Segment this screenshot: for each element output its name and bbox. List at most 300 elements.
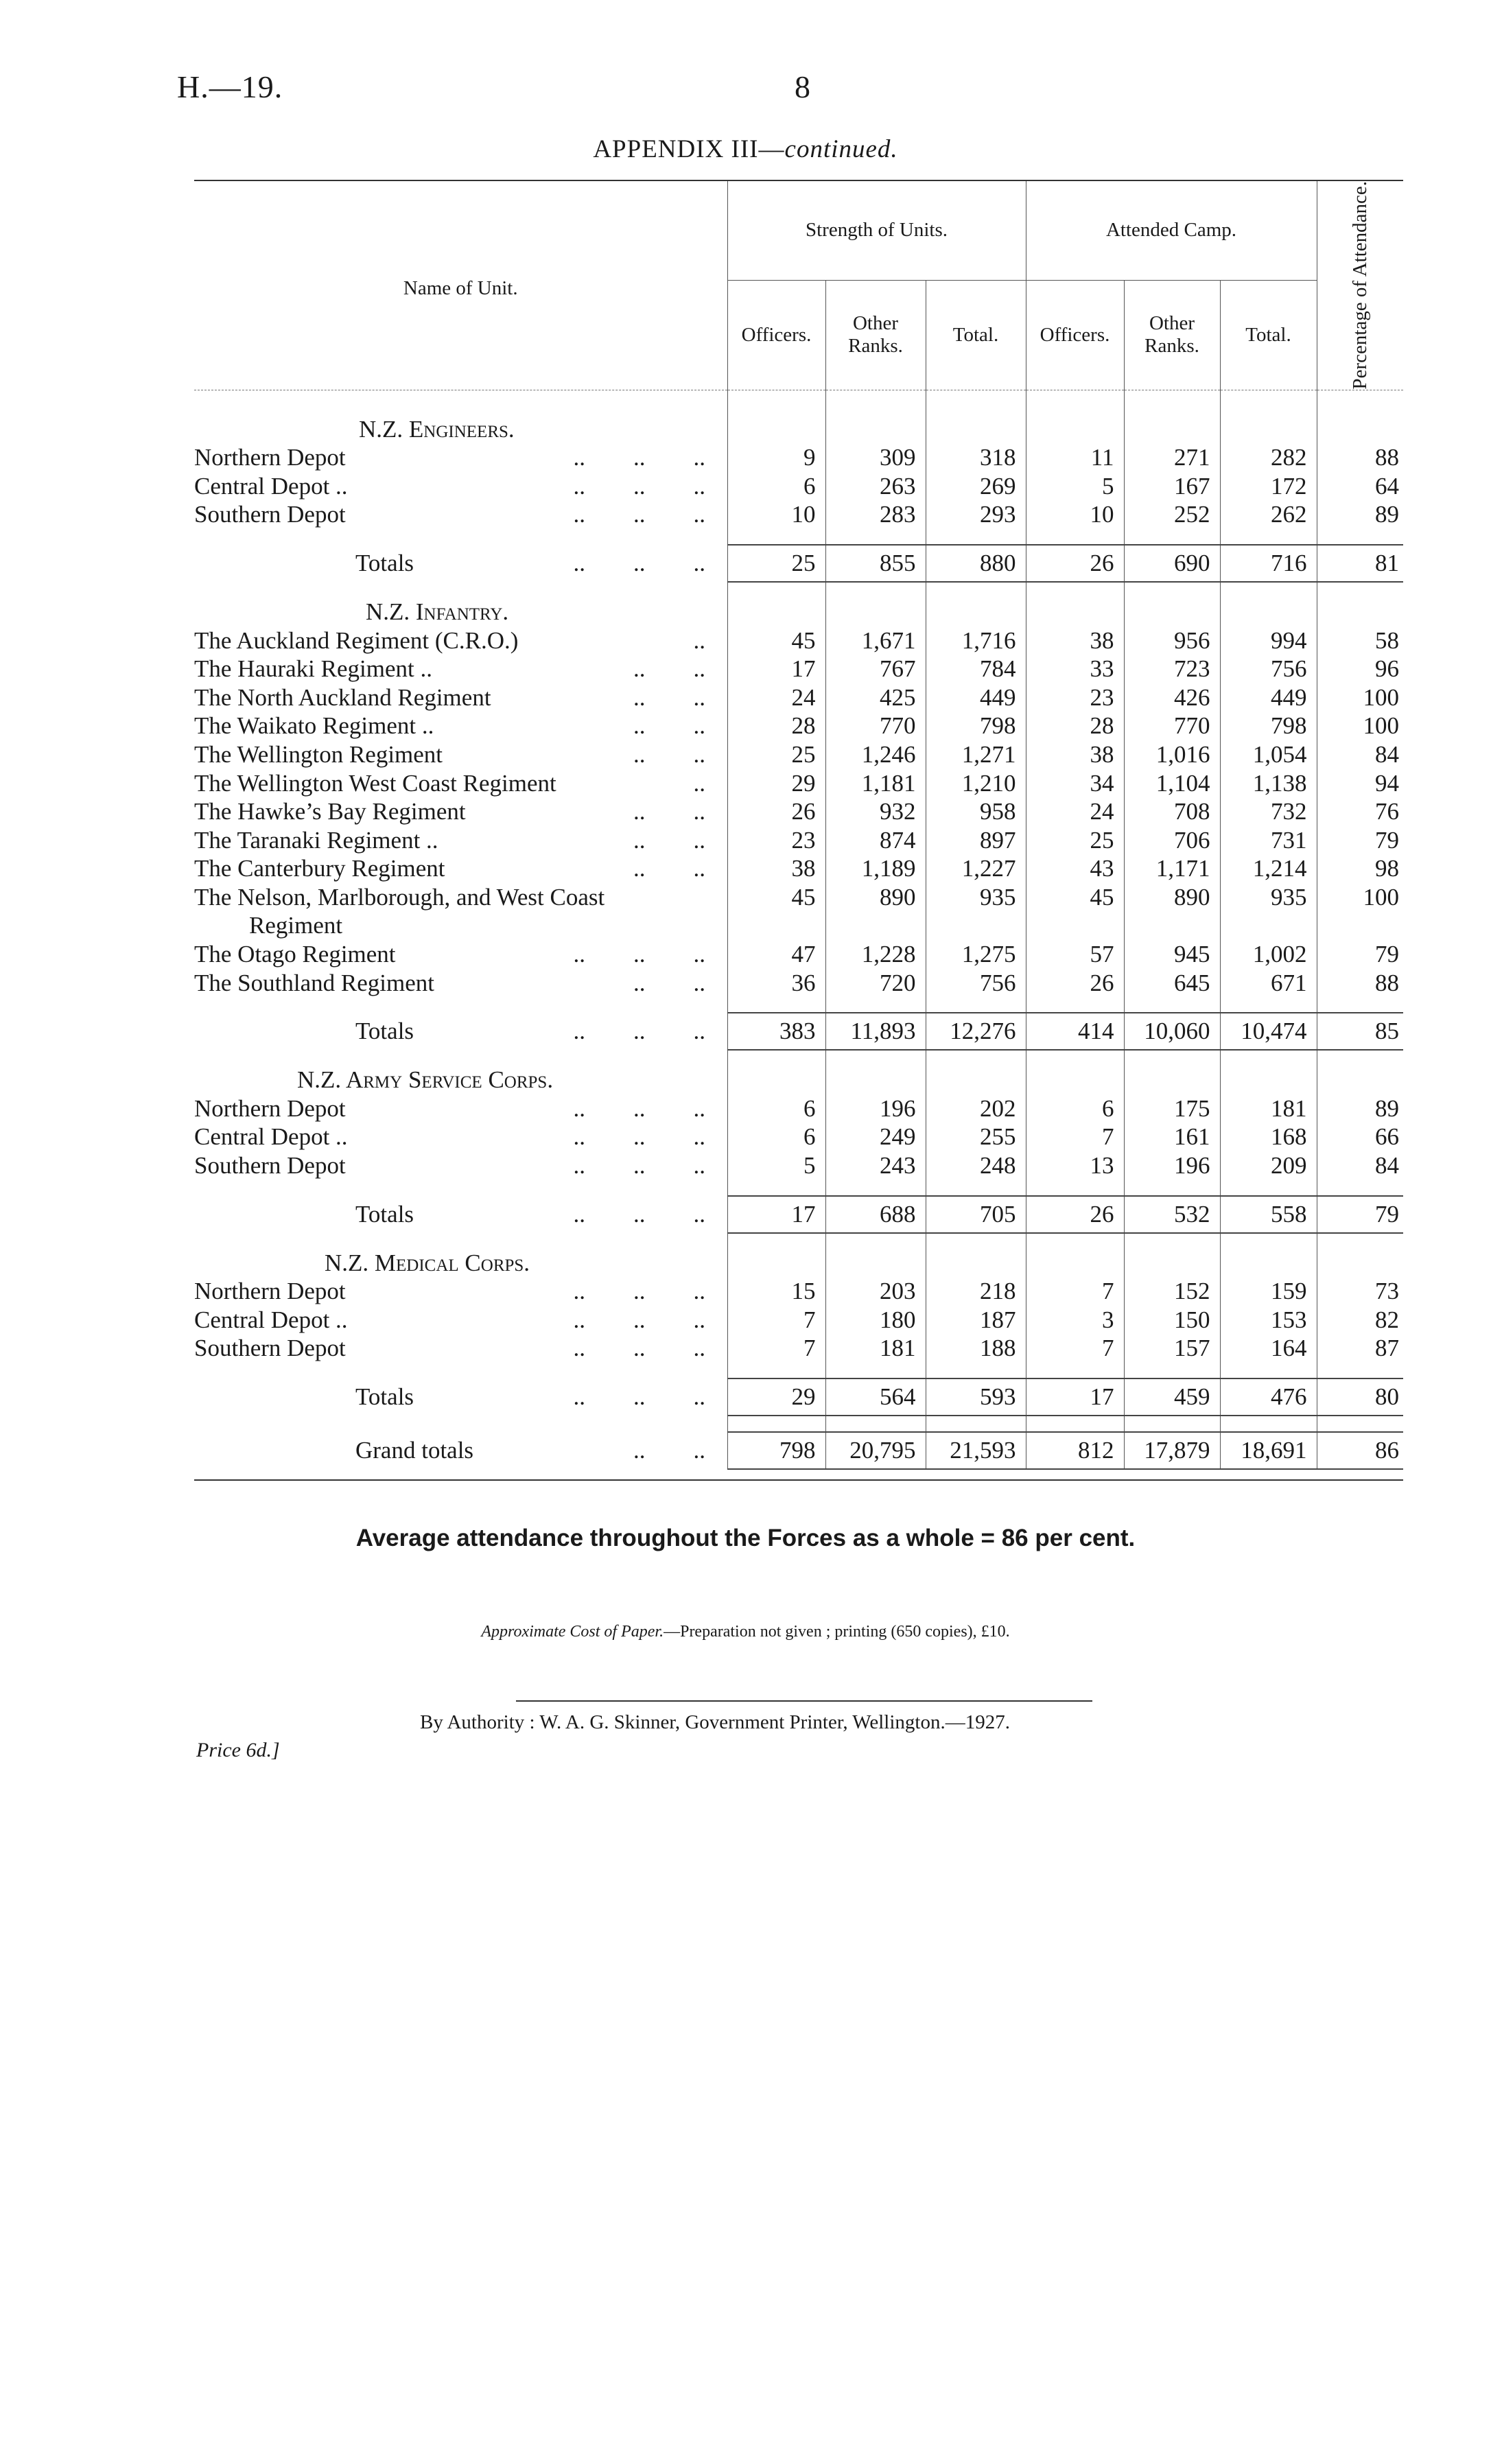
unit-name: The North Auckland Regiment [194,683,491,711]
cell-strength-other-ranks: 11,893 [825,1013,926,1050]
cell-strength-officers: 7 [727,1306,825,1335]
cell-strength-total: 935 [926,883,1026,912]
table-row [194,443,1403,472]
cell-strength-total: 1,275 [926,940,1026,969]
table-row [194,797,1403,826]
table-row [194,911,1403,940]
cell-strength-other-ranks: 180 [825,1306,926,1335]
cell-camp-total: 10,474 [1220,1013,1317,1050]
cell-strength-total: 756 [926,969,1026,998]
unit-name: Central Depot .. [194,472,348,500]
cell-strength-total: 187 [926,1306,1026,1335]
document-reference: H.—19. [177,69,283,104]
cell-strength-officers: 9 [727,443,825,472]
spacer-row [194,582,1403,598]
cost-text: —Preparation not given ; printing (650 copies), £10. [664,1623,1010,1641]
cell-camp-officers: 25 [1026,826,1124,855]
col-header-name: Name of Unit. [194,180,727,390]
cell-percentage: 100 [1317,883,1403,912]
table-row [194,1306,1403,1335]
cell-strength-total: 1,227 [926,854,1026,883]
cell-strength-officers [727,911,825,940]
cell-camp-officers: 33 [1026,655,1124,683]
cell-camp-other-ranks: 770 [1124,712,1220,740]
cell-camp-total: 18,691 [1220,1432,1317,1469]
cell-camp-other-ranks: 645 [1124,969,1220,998]
col-header-camp-officers: Officers. [1026,280,1124,390]
average-attendance-note: Average attendance throughout the Forces as a whole = 86 per cent. [355,1525,1136,1551]
cell-strength-total: 12,276 [926,1013,1026,1050]
unit-name: The Southland Regiment [194,969,434,996]
unit-name: The Wellington Regiment [194,740,443,768]
cell-percentage: 82 [1317,1306,1403,1335]
cell-camp-total: 476 [1220,1378,1317,1416]
cell-percentage: 98 [1317,854,1403,883]
cell-camp-other-ranks: 1,016 [1124,740,1220,769]
leader-dots: .. .. .. [573,501,705,528]
cell-camp-other-ranks: 708 [1124,797,1220,826]
cell-strength-officers: 45 [727,626,825,655]
cell-percentage: 100 [1317,683,1403,712]
leader-dots: .. .. .. [573,549,705,576]
table-row [194,712,1403,740]
col-header-strength-other-ranks: Other Ranks. [825,280,926,390]
cell-camp-officers: 26 [1026,545,1124,582]
cell-strength-officers: 36 [727,969,825,998]
cell-strength-officers: 6 [727,472,825,501]
page-number: 8 [795,69,810,104]
appendix-title [0,134,1491,164]
spacer-row [194,1180,1403,1196]
cost-of-paper-note [0,1623,1491,1641]
cell-percentage: 79 [1317,940,1403,969]
cell-camp-total: 756 [1220,655,1317,683]
leader-dots: .. [693,626,705,654]
cell-camp-other-ranks: 152 [1124,1277,1220,1306]
unit-name: The Hawke’s Bay Regiment [194,798,466,825]
cell-percentage: 86 [1317,1432,1403,1469]
cell-camp-other-ranks: 161 [1124,1123,1220,1151]
cell-camp-officers: 812 [1026,1432,1124,1469]
table-row [194,826,1403,855]
leader-dots: .. .. [633,1437,705,1464]
col-group-attended-camp: Attended Camp. [1026,180,1317,280]
cell-camp-total: 994 [1220,626,1317,655]
cell-percentage: 66 [1317,1123,1403,1151]
cell-strength-other-ranks: 1,671 [825,626,926,655]
cell-strength-total: 880 [926,545,1026,582]
cell-percentage: 79 [1317,1196,1403,1233]
cell-camp-total: 282 [1220,443,1317,472]
col-header-percentage [1317,180,1403,390]
cell-percentage: 88 [1317,969,1403,998]
percentage-header-text: Percentage of Attendance. [1349,181,1372,390]
cell-camp-total: 1,002 [1220,940,1317,969]
cell-strength-total: 255 [926,1123,1026,1151]
leader-dots: .. .. .. [573,1123,705,1151]
unit-name: Totals [355,1383,414,1410]
unit-name: Grand totals [355,1437,474,1464]
cell-camp-total: 798 [1220,712,1317,740]
grand-totals-row [194,1432,1403,1469]
cell-strength-total: 784 [926,655,1026,683]
cell-strength-other-ranks: 1,228 [825,940,926,969]
cell-percentage: 84 [1317,740,1403,769]
spacer-row [194,1363,1403,1378]
cell-percentage: 64 [1317,472,1403,501]
cell-strength-officers: 7 [727,1334,825,1363]
cell-camp-total: 262 [1220,500,1317,529]
cell-camp-officers: 7 [1026,1334,1124,1363]
cell-strength-officers: 6 [727,1094,825,1123]
cell-strength-officers: 47 [727,940,825,969]
totals-row [194,1196,1403,1233]
cell-strength-other-ranks: 890 [825,883,926,912]
spacer-row [194,400,1403,415]
cell-camp-total: 172 [1220,472,1317,501]
cell-camp-officers: 57 [1026,940,1124,969]
cell-strength-total: 188 [926,1334,1026,1363]
col-header-camp-total: Total. [1220,280,1317,390]
leader-dots: .. .. [633,826,705,854]
cell-camp-other-ranks: 532 [1124,1196,1220,1233]
unit-name: Northern Depot [194,444,346,471]
cell-strength-total [926,911,1026,940]
leader-dots: .. .. .. [573,1094,705,1122]
cell-camp-officers: 5 [1026,472,1124,501]
cell-strength-other-ranks: 688 [825,1196,926,1233]
table-row [194,1334,1403,1363]
unit-name: The Auckland Regiment (C.R.O.) [194,626,519,654]
leader-dots: .. .. .. [573,941,705,968]
table-body [194,400,1403,1469]
cell-camp-officers: 17 [1026,1378,1124,1416]
cell-percentage: 81 [1317,545,1403,582]
cell-camp-total: 671 [1220,969,1317,998]
cell-camp-total: 153 [1220,1306,1317,1335]
leader-dots: .. .. [633,969,705,996]
leader-dots: .. .. .. [573,1306,705,1333]
table-bottom-rule [194,1479,1403,1481]
cell-camp-officers: 13 [1026,1151,1124,1180]
cell-camp-total: 732 [1220,797,1317,826]
col-header-strength-total: Total. [926,280,1026,390]
cell-camp-other-ranks: 945 [1124,940,1220,969]
cell-camp-other-ranks: 426 [1124,683,1220,712]
cell-strength-other-ranks: 309 [825,443,926,472]
cell-strength-total: 1,210 [926,769,1026,798]
unit-name: Totals [355,1200,414,1228]
cell-strength-officers: 25 [727,740,825,769]
cell-camp-other-ranks: 690 [1124,545,1220,582]
cell-strength-other-ranks: 1,181 [825,769,926,798]
cell-camp-officers: 26 [1026,1196,1124,1233]
cell-strength-total: 449 [926,683,1026,712]
cell-strength-officers: 798 [727,1432,825,1469]
cell-strength-other-ranks: 767 [825,655,926,683]
cell-camp-officers: 45 [1026,883,1124,912]
cell-percentage: 88 [1317,443,1403,472]
cell-strength-total: 318 [926,443,1026,472]
unit-name: Central Depot .. [194,1123,348,1151]
cell-camp-other-ranks: 157 [1124,1334,1220,1363]
unit-name: Southern Depot [194,1152,346,1180]
cell-camp-officers: 10 [1026,500,1124,529]
appendix-title-main: APPENDIX III— [593,135,785,163]
cell-strength-officers: 25 [727,545,825,582]
cell-strength-other-ranks: 196 [825,1094,926,1123]
leader-dots: .. .. .. [573,1383,705,1410]
unit-name: Southern Depot [194,501,346,528]
cell-strength-officers: 6 [727,1123,825,1151]
cell-percentage: 58 [1317,626,1403,655]
price-note: Price 6d.] [196,1739,280,1761]
section-title: N.Z. Infantry. [366,598,509,625]
unit-name: Northern Depot [194,1278,346,1305]
cell-camp-officers: 6 [1026,1094,1124,1123]
cell-camp-officers: 38 [1026,626,1124,655]
leader-dots: .. .. .. [573,1335,705,1362]
spacer-row [194,1233,1403,1249]
cell-strength-other-ranks: 283 [825,500,926,529]
cell-strength-total: 269 [926,472,1026,501]
spacer-row [194,997,1403,1013]
unit-name: Totals [355,1018,414,1045]
totals-row [194,545,1403,582]
section-title-row [194,415,1403,444]
attendance-table [194,180,1403,1470]
cell-camp-total: 716 [1220,545,1317,582]
cell-strength-other-ranks: 181 [825,1334,926,1363]
appendix-title-continued: continued. [784,135,898,163]
leader-dots: .. .. .. [573,1018,705,1045]
leader-dots: .. .. .. [573,444,705,471]
cell-strength-officers: 23 [727,826,825,855]
spacer-row [194,1050,1403,1066]
unit-name: Northern Depot [194,1094,346,1122]
cell-strength-total: 1,716 [926,626,1026,655]
spacer-row [194,1416,1403,1432]
totals-row [194,1378,1403,1416]
cell-strength-officers: 5 [727,1151,825,1180]
cell-strength-other-ranks: 20,795 [825,1432,926,1469]
section-title-row [194,1249,1403,1278]
cell-camp-total [1220,911,1317,940]
cell-camp-officers: 23 [1026,683,1124,712]
attendance-table-wrap [194,180,1403,1470]
cell-percentage: 76 [1317,797,1403,826]
section-title-row [194,1066,1403,1094]
cell-strength-other-ranks [825,911,926,940]
cell-percentage: 96 [1317,655,1403,683]
cell-percentage: 84 [1317,1151,1403,1180]
cell-camp-officers: 7 [1026,1277,1124,1306]
cell-camp-total: 168 [1220,1123,1317,1151]
cell-camp-other-ranks [1124,911,1220,940]
cell-strength-other-ranks: 874 [825,826,926,855]
cell-strength-total: 593 [926,1378,1026,1416]
cell-camp-officers: 38 [1026,740,1124,769]
unit-name: Totals [355,549,414,576]
cell-camp-other-ranks: 150 [1124,1306,1220,1335]
cell-camp-officers: 26 [1026,969,1124,998]
table-row [194,683,1403,712]
cell-camp-officers: 11 [1026,443,1124,472]
cell-strength-total: 202 [926,1094,1026,1123]
table-row [194,472,1403,501]
cell-strength-officers: 26 [727,797,825,826]
cell-percentage [1317,911,1403,940]
cell-camp-total: 181 [1220,1094,1317,1123]
authority-rule [516,1700,1092,1702]
unit-name: Central Depot .. [194,1306,348,1333]
table-row [194,740,1403,769]
cell-strength-total: 1,271 [926,740,1026,769]
col-group-strength: Strength of Units. [727,180,1026,280]
table-row [194,854,1403,883]
cell-strength-officers: 38 [727,854,825,883]
cell-camp-total: 558 [1220,1196,1317,1233]
leader-dots: .. .. [633,855,705,882]
cell-strength-other-ranks: 203 [825,1277,926,1306]
cell-camp-other-ranks: 956 [1124,626,1220,655]
cell-percentage: 85 [1317,1013,1403,1050]
cell-percentage: 87 [1317,1334,1403,1363]
cell-camp-other-ranks: 17,879 [1124,1432,1220,1469]
totals-row [194,1013,1403,1050]
cell-camp-other-ranks: 706 [1124,826,1220,855]
leader-dots: .. .. [633,798,705,825]
unit-name: The Canterbury Regiment [194,855,445,882]
cell-strength-other-ranks: 932 [825,797,926,826]
cell-strength-total: 958 [926,797,1026,826]
cell-strength-total: 248 [926,1151,1026,1180]
cell-camp-total: 1,214 [1220,854,1317,883]
cell-camp-officers: 414 [1026,1013,1124,1050]
cell-percentage: 100 [1317,712,1403,740]
cell-percentage: 89 [1317,1094,1403,1123]
cell-strength-other-ranks: 263 [825,472,926,501]
cell-strength-officers: 17 [727,1196,825,1233]
unit-name: Regiment [249,912,343,939]
unit-name: The Taranaki Regiment .. [194,826,438,854]
section-title-row [194,598,1403,626]
cell-percentage: 73 [1317,1277,1403,1306]
cell-strength-other-ranks: 855 [825,545,926,582]
unit-name: The Wellington West Coast Regiment [194,769,556,797]
leader-dots: .. .. .. [573,472,705,500]
table-row [194,1151,1403,1180]
cell-camp-other-ranks: 167 [1124,472,1220,501]
cell-camp-other-ranks: 1,104 [1124,769,1220,798]
cell-percentage: 80 [1317,1378,1403,1416]
table-row [194,1123,1403,1151]
leader-dots: .. .. .. [573,1278,705,1305]
cell-strength-other-ranks: 249 [825,1123,926,1151]
section-title: N.Z. Medical Corps. [325,1249,530,1276]
cell-strength-other-ranks: 243 [825,1151,926,1180]
cell-strength-officers: 29 [727,1378,825,1416]
cell-strength-officers: 17 [727,655,825,683]
cell-camp-total: 1,054 [1220,740,1317,769]
cell-camp-officers: 24 [1026,797,1124,826]
cell-camp-other-ranks: 890 [1124,883,1220,912]
cell-camp-officers: 3 [1026,1306,1124,1335]
leader-dots: .. [693,769,705,797]
leader-dots: .. .. [633,655,705,683]
unit-name: The Otago Regiment [194,941,396,968]
cell-camp-other-ranks: 271 [1124,443,1220,472]
cell-camp-other-ranks: 459 [1124,1378,1220,1416]
cell-camp-other-ranks: 175 [1124,1094,1220,1123]
cell-strength-officers: 45 [727,883,825,912]
spacer-row [194,529,1403,545]
cell-strength-total: 218 [926,1277,1026,1306]
unit-name: The Waikato Regiment .. [194,712,434,740]
table-row [194,1094,1403,1123]
cell-camp-total: 935 [1220,883,1317,912]
leader-dots: .. .. .. [573,1152,705,1180]
printer-authority: By Authority : W. A. G. Skinner, Government Printer, Wellington.—1927. [420,1711,1010,1733]
cell-camp-other-ranks: 723 [1124,655,1220,683]
cell-camp-total: 159 [1220,1277,1317,1306]
cell-strength-officers: 15 [727,1277,825,1306]
cell-percentage: 89 [1317,500,1403,529]
table-row [194,969,1403,998]
section-title: N.Z. Army Service Corps. [297,1066,554,1094]
cell-strength-total: 293 [926,500,1026,529]
cell-strength-officers: 10 [727,500,825,529]
leader-dots: .. .. [633,740,705,768]
cell-strength-total: 897 [926,826,1026,855]
cell-camp-officers: 34 [1026,769,1124,798]
cell-camp-officers: 7 [1026,1123,1124,1151]
section-title: N.Z. Engineers. [359,415,515,443]
leader-dots: .. .. .. [573,1200,705,1228]
cell-strength-officers: 24 [727,683,825,712]
table-row [194,655,1403,683]
cell-strength-other-ranks: 1,246 [825,740,926,769]
cell-strength-other-ranks: 720 [825,969,926,998]
cell-percentage: 94 [1317,769,1403,798]
leader-dots: .. .. [633,712,705,740]
cell-camp-other-ranks: 10,060 [1124,1013,1220,1050]
unit-name: The Hauraki Regiment .. [194,655,432,683]
cell-camp-total: 164 [1220,1334,1317,1363]
cell-strength-other-ranks: 770 [825,712,926,740]
table-row [194,940,1403,969]
unit-name: The Nelson, Marlborough, and West Coast [194,883,605,911]
table-row [194,500,1403,529]
cell-camp-total: 209 [1220,1151,1317,1180]
cell-strength-total: 798 [926,712,1026,740]
cell-strength-other-ranks: 564 [825,1378,926,1416]
unit-name: Southern Depot [194,1335,346,1362]
col-header-camp-other-ranks: Other Ranks. [1124,280,1220,390]
cell-camp-other-ranks: 252 [1124,500,1220,529]
cell-camp-total: 1,138 [1220,769,1317,798]
cell-camp-officers: 43 [1026,854,1124,883]
cell-strength-other-ranks: 425 [825,683,926,712]
cell-strength-officers: 28 [727,712,825,740]
leader-dots: .. .. [633,683,705,711]
table-row [194,883,1403,912]
cell-camp-total: 731 [1220,826,1317,855]
cell-strength-officers: 383 [727,1013,825,1050]
table-row [194,626,1403,655]
cost-label: Approximate Cost of Paper. [481,1623,664,1641]
cell-strength-other-ranks: 1,189 [825,854,926,883]
